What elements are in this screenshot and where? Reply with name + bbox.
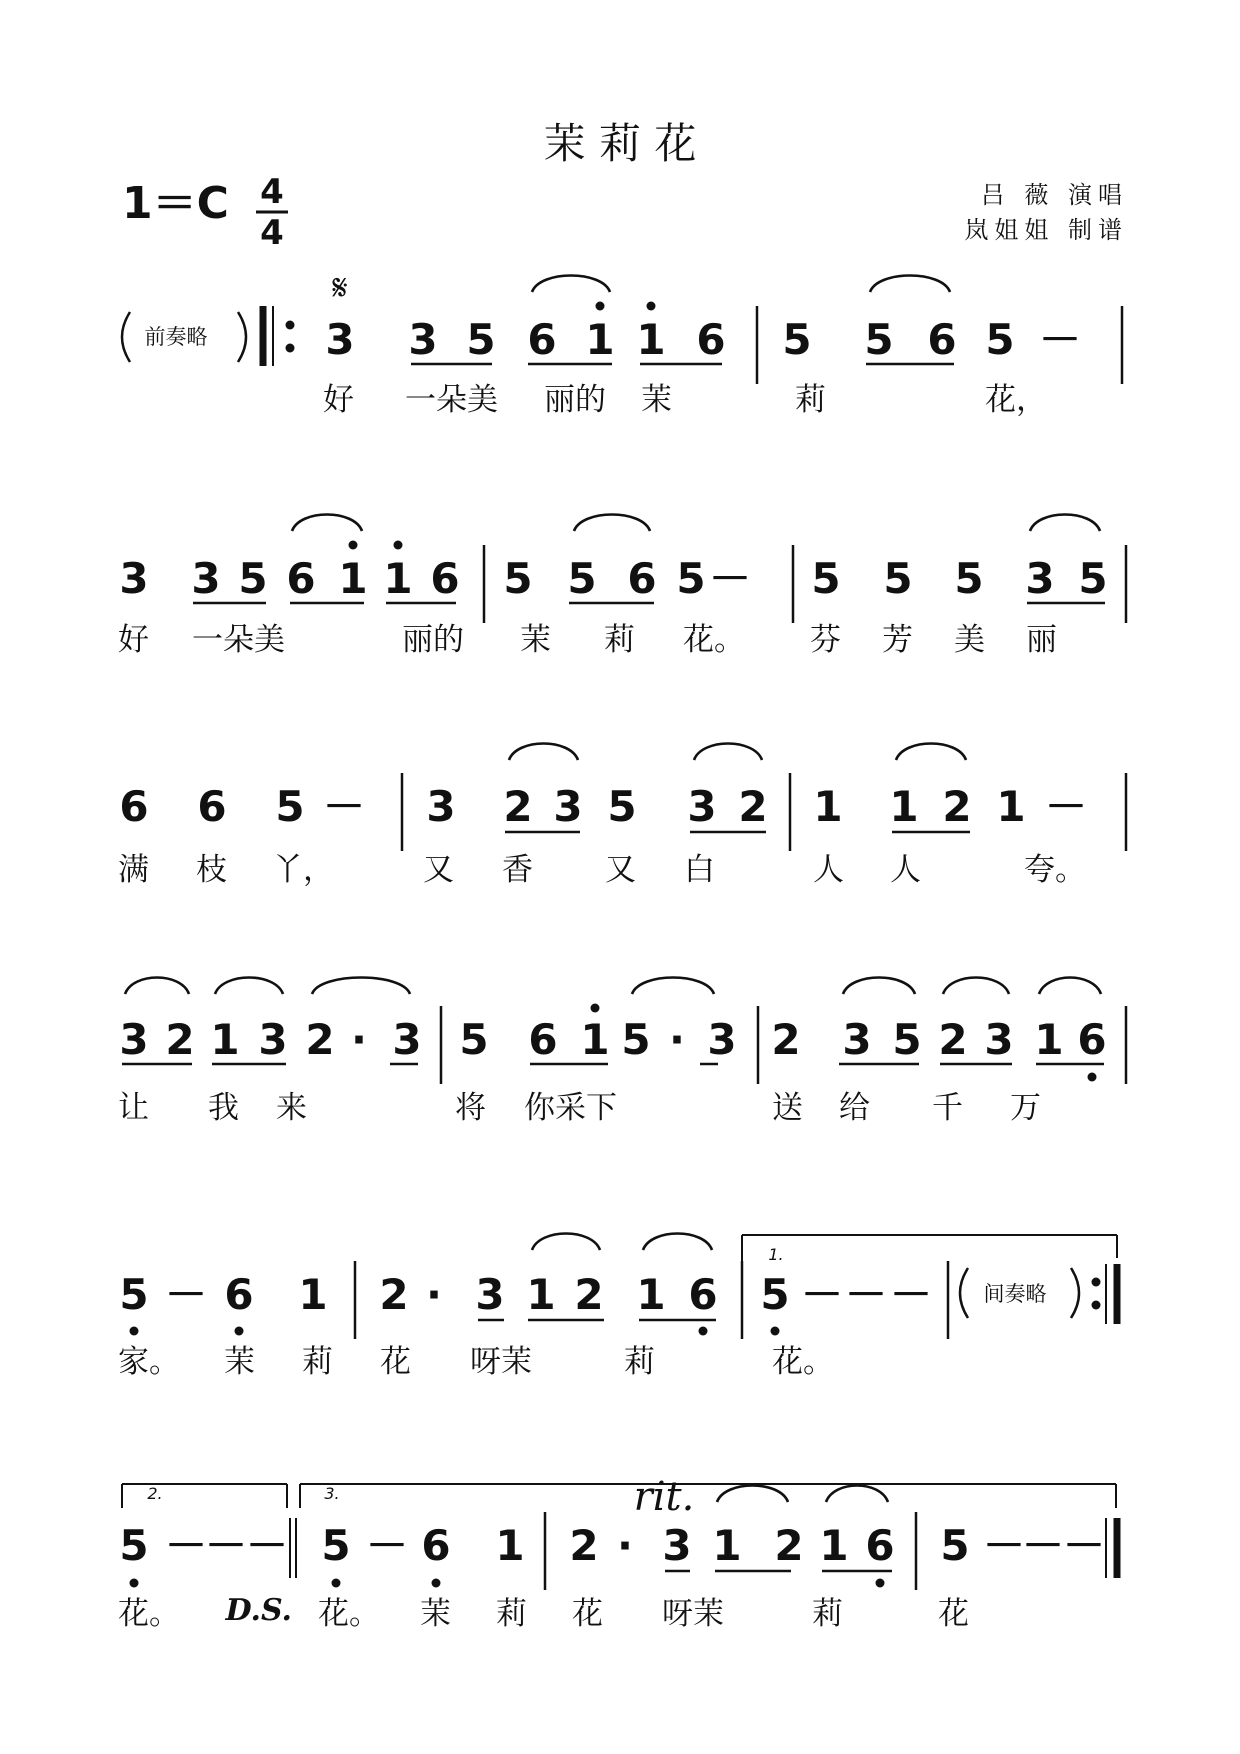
note-digit: － (164, 1521, 208, 1570)
lyric-syllable: 将 (455, 1090, 486, 1126)
lyric-syllable: 花 (938, 1596, 969, 1632)
note-digit: 3 (662, 1521, 692, 1570)
lyric-syllable: 夸。 (1024, 852, 1086, 888)
note-digit: 1 (526, 1270, 556, 1319)
note-digit: 5 (321, 1521, 351, 1570)
note-digit: 6 (1077, 1015, 1107, 1064)
note-digit: 1 (712, 1521, 742, 1570)
lyric-syllable: 人 (890, 852, 921, 888)
slur (1030, 515, 1100, 532)
note-digit: 5 (119, 1521, 149, 1570)
lyric-syllable: 莉 (604, 622, 635, 658)
slur (532, 1234, 600, 1251)
transcriber-credit: 岚姐姐 制谱 (964, 216, 1128, 244)
note-digit: 5 (119, 1270, 149, 1319)
lyric-syllable: 花， (985, 382, 1047, 418)
lyric-syllable: 又 (605, 852, 636, 888)
note-digit: 2 (942, 782, 972, 831)
note-digit: 5 (985, 315, 1015, 364)
note-digit: 1 (383, 554, 413, 603)
lyric-syllable: 枝 (196, 852, 227, 888)
segno-sign: 𝄋 (332, 268, 348, 309)
note-digit: 6 (696, 315, 726, 364)
singer-credit: 吕 薇 演唱 (980, 181, 1128, 209)
slur (215, 978, 283, 995)
lyric-syllable: 丽 (1026, 622, 1057, 658)
volta-2-label: 2. (147, 1484, 163, 1503)
note-digit: 6 (528, 1015, 558, 1064)
slur (1039, 978, 1101, 995)
slur (843, 978, 915, 995)
note-digit: 3 (687, 782, 717, 831)
note-digit: － (365, 1521, 409, 1570)
lyric-syllable: 茉 (520, 622, 551, 658)
octave-dot (394, 541, 403, 550)
note-digit: 3 (707, 1015, 737, 1064)
note-digit: － (164, 1270, 208, 1319)
note-digit: 3 (325, 315, 355, 364)
note-digit: · (669, 1015, 685, 1064)
time-signature-top: 4 (260, 172, 284, 212)
lyric-syllable: 呀茉 (470, 1344, 532, 1380)
lyric-syllable: 芳 (882, 622, 913, 658)
lyric-syllable: 莉 (795, 382, 826, 418)
note-digit: － (245, 1521, 289, 1570)
note-digit: 6 (286, 554, 316, 603)
octave-dot (130, 1579, 139, 1588)
note-digit: 2 (938, 1015, 968, 1064)
slur (870, 276, 950, 293)
note-digit: 6 (865, 1521, 895, 1570)
lyric-syllable: 花 (380, 1344, 411, 1380)
note-digit: 1 (495, 1521, 525, 1570)
paren-close (1071, 1268, 1079, 1318)
note-digit: 2 (379, 1270, 409, 1319)
note-digit: 3 (119, 554, 149, 603)
note-digit: 6 (430, 554, 460, 603)
lyric-syllable: 莉 (302, 1344, 333, 1380)
lyric-syllable: 又 (423, 852, 454, 888)
lyric-syllable: 一朵美 (192, 622, 285, 658)
lyric-syllable: 花。 (118, 1596, 180, 1632)
slur (826, 1486, 888, 1503)
key-signature: 1＝C (122, 178, 229, 229)
lyric-syllable: 家。 (118, 1344, 180, 1380)
note-digit: － (204, 1521, 248, 1570)
note-digit: 5 (238, 554, 268, 603)
note-digit: 6 (527, 315, 557, 364)
lyric-syllable: 一朵美 (405, 382, 498, 418)
slur (632, 978, 714, 995)
note-digit: 6 (224, 1270, 254, 1319)
note-digit: · (617, 1521, 633, 1570)
note-digit: － (322, 782, 366, 831)
note-digit: 2 (305, 1015, 335, 1064)
note-digit: 5 (864, 315, 894, 364)
note-digit: · (426, 1270, 442, 1319)
note-digit: 1 (819, 1521, 849, 1570)
lyric-syllable: 花。 (683, 622, 745, 658)
volta-1-label: 1. (768, 1245, 784, 1264)
note-digit: 6 (119, 782, 149, 831)
note-digit: · (351, 1015, 367, 1064)
octave-dot (235, 1327, 244, 1336)
note-digit: 5 (883, 554, 913, 603)
note-digit: 2 (774, 1521, 804, 1570)
note-digit: 2 (574, 1270, 604, 1319)
note-digit: 5 (954, 554, 984, 603)
note-digit: 5 (459, 1015, 489, 1064)
ritardando-mark: rit. (633, 1474, 695, 1520)
lyric-syllable: 花。 (318, 1596, 380, 1632)
note-digit: 1 (996, 782, 1026, 831)
note-digit: 1 (1034, 1015, 1064, 1064)
note-digit: 2 (771, 1015, 801, 1064)
lyric-syllable: 茉 (641, 382, 672, 418)
note-digit: 6 (688, 1270, 718, 1319)
note-digit: 5 (503, 554, 533, 603)
note-digit: 3 (475, 1270, 505, 1319)
note-digit: － (889, 1270, 933, 1319)
note-digit: 3 (553, 782, 583, 831)
paren-close (238, 312, 246, 362)
repeat-dot (1092, 1278, 1101, 1287)
note-digit: 1 (636, 1270, 666, 1319)
octave-dot (432, 1579, 441, 1588)
note-digit: 1 (889, 782, 919, 831)
note-digit: 3 (258, 1015, 288, 1064)
note-digit: 5 (567, 554, 597, 603)
lyric-syllable: 香 (502, 852, 533, 888)
slur (574, 515, 650, 532)
note-digit: 1 (636, 315, 666, 364)
interlude-label: 间奏略 (983, 1282, 1047, 1306)
note-digit: 5 (466, 315, 496, 364)
paren-open (960, 1268, 968, 1318)
octave-dot (349, 541, 358, 550)
note-digit: 1 (585, 315, 615, 364)
note-digit: 5 (275, 782, 305, 831)
time-signature-bottom: 4 (260, 213, 284, 253)
octave-dot (1088, 1073, 1097, 1082)
slur (643, 1234, 712, 1251)
lyric-syllable: 好 (323, 382, 354, 418)
lyric-syllable: 白 (684, 852, 715, 888)
note-digit: 6 (421, 1521, 451, 1570)
lyric-syllable: 我 (208, 1090, 239, 1126)
note-digit: － (1062, 1521, 1106, 1570)
lyric-syllable: 丫， (272, 852, 334, 888)
volta-3-label: 3. (324, 1484, 340, 1503)
octave-dot (699, 1327, 708, 1336)
prelude-label: 前奏略 (144, 325, 208, 349)
lyric-syllable: 呀茉 (662, 1596, 724, 1632)
slur (312, 978, 410, 995)
octave-dot (596, 302, 605, 311)
note-digit: 3 (191, 554, 221, 603)
note-digit: 1 (298, 1270, 328, 1319)
note-digit: 3 (984, 1015, 1014, 1064)
note-digit: 2 (503, 782, 533, 831)
lyric-syllable: 美 (954, 622, 985, 658)
lyric-syllable: 莉 (812, 1596, 843, 1632)
octave-dot (130, 1327, 139, 1336)
note-digit: 5 (782, 315, 812, 364)
lyric-syllable: 芬 (810, 622, 841, 658)
lyric-syllable: 满 (118, 852, 149, 888)
note-digit: 5 (760, 1270, 790, 1319)
note-digit: 2 (738, 782, 768, 831)
lyric-syllable: 丽的 (544, 382, 606, 418)
lyric-syllable: 丽的 (402, 622, 464, 658)
note-digit: 6 (927, 315, 957, 364)
note-digit: － (1044, 782, 1088, 831)
note-digit: 6 (627, 554, 657, 603)
dal-segno-mark: D.S. (225, 1593, 292, 1628)
paren-open (122, 312, 130, 362)
slur (896, 744, 966, 761)
note-digit: 2 (165, 1015, 195, 1064)
note-digit: 2 (569, 1521, 599, 1570)
slur (532, 276, 610, 293)
note-digit: － (982, 1521, 1026, 1570)
note-digit: － (1021, 1521, 1065, 1570)
note-digit: 1 (813, 782, 843, 831)
note-digit: 1 (580, 1015, 610, 1064)
note-digit: 3 (1025, 554, 1055, 603)
lyric-syllable: 千 (932, 1090, 963, 1126)
repeat-dot (286, 321, 295, 330)
lyric-syllable: 茉 (420, 1596, 451, 1632)
lyric-syllable: 给 (839, 1090, 870, 1126)
lyric-syllable: 人 (813, 852, 844, 888)
note-digit: 1 (338, 554, 368, 603)
lyric-syllable: 来 (276, 1090, 307, 1126)
lyric-syllable: 好 (118, 622, 149, 658)
note-digit: － (1038, 315, 1082, 364)
repeat-dot (286, 344, 295, 353)
lyric-syllable: 万 (1010, 1090, 1041, 1126)
note-digit: 5 (811, 554, 841, 603)
note-digit: 5 (676, 554, 706, 603)
lyric-syllable: 莉 (496, 1596, 527, 1632)
lyric-syllable: 莉 (624, 1344, 655, 1380)
note-digit: 3 (392, 1015, 422, 1064)
song-title: 茉 莉 花 (543, 119, 697, 168)
note-digit: 3 (426, 782, 456, 831)
octave-dot (591, 1004, 600, 1013)
note-digit: 5 (940, 1521, 970, 1570)
slur (125, 978, 189, 995)
lyric-syllable: 茉 (224, 1344, 255, 1380)
octave-dot (647, 302, 656, 311)
lyric-syllable: 花 (572, 1596, 603, 1632)
slur (943, 978, 1009, 995)
note-digit: 5 (1078, 554, 1108, 603)
note-digit: 5 (621, 1015, 651, 1064)
octave-dot (332, 1579, 341, 1588)
lyric-syllable: 让 (118, 1090, 149, 1126)
lyric-syllable: 你采下 (524, 1090, 617, 1126)
octave-dot (876, 1579, 885, 1588)
repeat-dot (1092, 1301, 1101, 1310)
note-digit: － (708, 554, 752, 603)
note-digit: 1 (210, 1015, 240, 1064)
note-digit: － (844, 1270, 888, 1319)
slur (694, 744, 762, 761)
slur (717, 1486, 788, 1503)
lyric-syllable: 花。 (772, 1344, 834, 1380)
note-digit: 3 (119, 1015, 149, 1064)
octave-dot (771, 1327, 780, 1336)
note-digit: 5 (607, 782, 637, 831)
slur (509, 744, 578, 761)
note-digit: － (800, 1270, 844, 1319)
slur (292, 515, 362, 532)
note-digit: 5 (892, 1015, 922, 1064)
note-digit: 3 (408, 315, 438, 364)
note-digit: 3 (842, 1015, 872, 1064)
note-digit: 6 (197, 782, 227, 831)
lyric-syllable: 送 (772, 1090, 803, 1126)
